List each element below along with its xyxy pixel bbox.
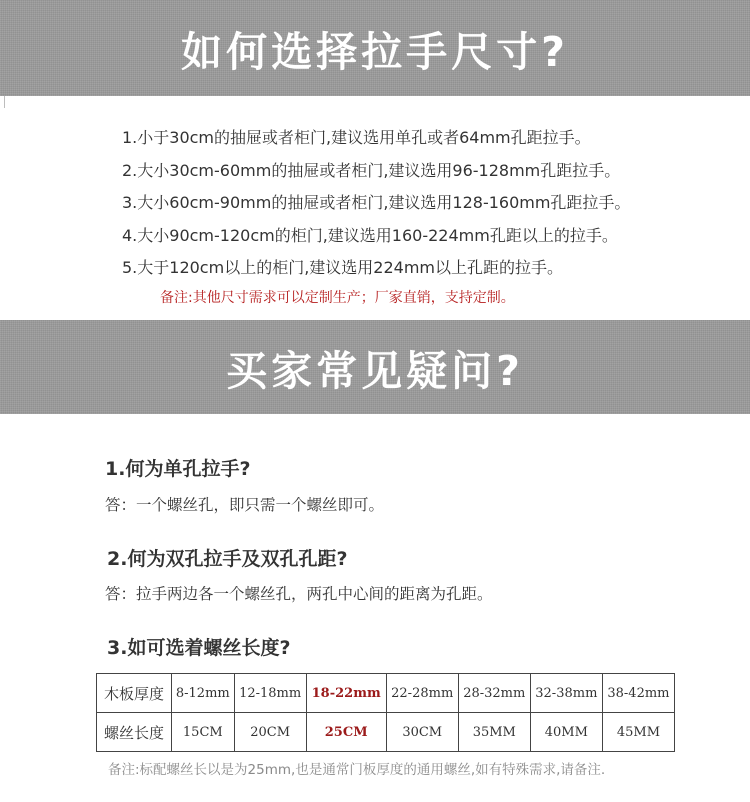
screw-length-table xyxy=(96,673,675,752)
table-cell: 40MM xyxy=(530,713,602,752)
table-row xyxy=(97,713,675,752)
table-cell: 22-28mm xyxy=(386,674,458,713)
size-rule: 5.大于120cm以上的柜门,建议选用224mm以上孔距的拉手。 xyxy=(122,258,563,277)
table-cell: 20CM xyxy=(234,713,306,752)
table-cell: 28-32mm xyxy=(458,674,530,713)
faq-answer-double-hole: 答：拉手两边各一个螺丝孔，两孔中心间的距离为孔距。 xyxy=(105,585,493,603)
section-banner-faq xyxy=(0,320,750,414)
faq-question-double-hole: 2.何为双孔拉手及双孔孔距? xyxy=(107,548,348,570)
table-cell: 38-42mm xyxy=(602,674,674,713)
table-cell: 45MM xyxy=(602,713,674,752)
size-rule: 4.大小90cm-120cm的柜门,建议选用160-224mm孔距以上的拉手。 xyxy=(122,225,618,245)
table-cell: 32-38mm xyxy=(530,674,602,713)
table-header-screw-length: 螺丝长度 xyxy=(97,713,172,752)
table-cell: 35MM xyxy=(458,713,530,752)
section-title-size: 如何选择拉手尺寸? xyxy=(181,27,569,76)
screw-length-note: 备注:标配螺丝长以是为25mm,也是通常门板厚度的通用螺丝,如有特殊需求,请备注. xyxy=(108,762,606,778)
table-row xyxy=(97,674,675,713)
size-rule: 1.小于30cm的抽屉或者柜门,建议选用单孔或者64mm孔距拉手。 xyxy=(122,128,591,147)
faq-question-screw-length: 3.如可选着螺丝长度? xyxy=(107,637,291,659)
divider-line xyxy=(4,96,5,108)
table-cell: 15CM xyxy=(172,713,235,752)
table-cell: 30CM xyxy=(386,713,458,752)
table-header-board-thickness: 木板厚度 xyxy=(97,674,172,713)
section-banner-size xyxy=(0,0,750,96)
size-rules-list xyxy=(122,122,630,285)
faq-question-single-hole: 1.何为单孔拉手? xyxy=(105,458,251,480)
table-cell-highlight: 25CM xyxy=(306,713,386,752)
table-cell: 12-18mm xyxy=(234,674,306,713)
size-rule: 2.大小30cm-60mm的抽屉或者柜门,建议选用96-128mm孔距拉手。 xyxy=(122,160,621,180)
faq-answer-single-hole: 答：一个螺丝孔，即只需一个螺丝即可。 xyxy=(105,496,385,514)
section-title-faq: 买家常见疑问? xyxy=(226,346,524,395)
size-rule: 3.大小60cm-90mm的抽屉或者柜门,建议选用128-160mm孔距拉手。 xyxy=(122,193,631,212)
table-cell: 8-12mm xyxy=(172,674,235,713)
table-cell-highlight: 18-22mm xyxy=(306,674,386,713)
custom-order-note: 备注:其他尺寸需求可以定制生产；厂家直销，支持定制。 xyxy=(160,290,515,306)
